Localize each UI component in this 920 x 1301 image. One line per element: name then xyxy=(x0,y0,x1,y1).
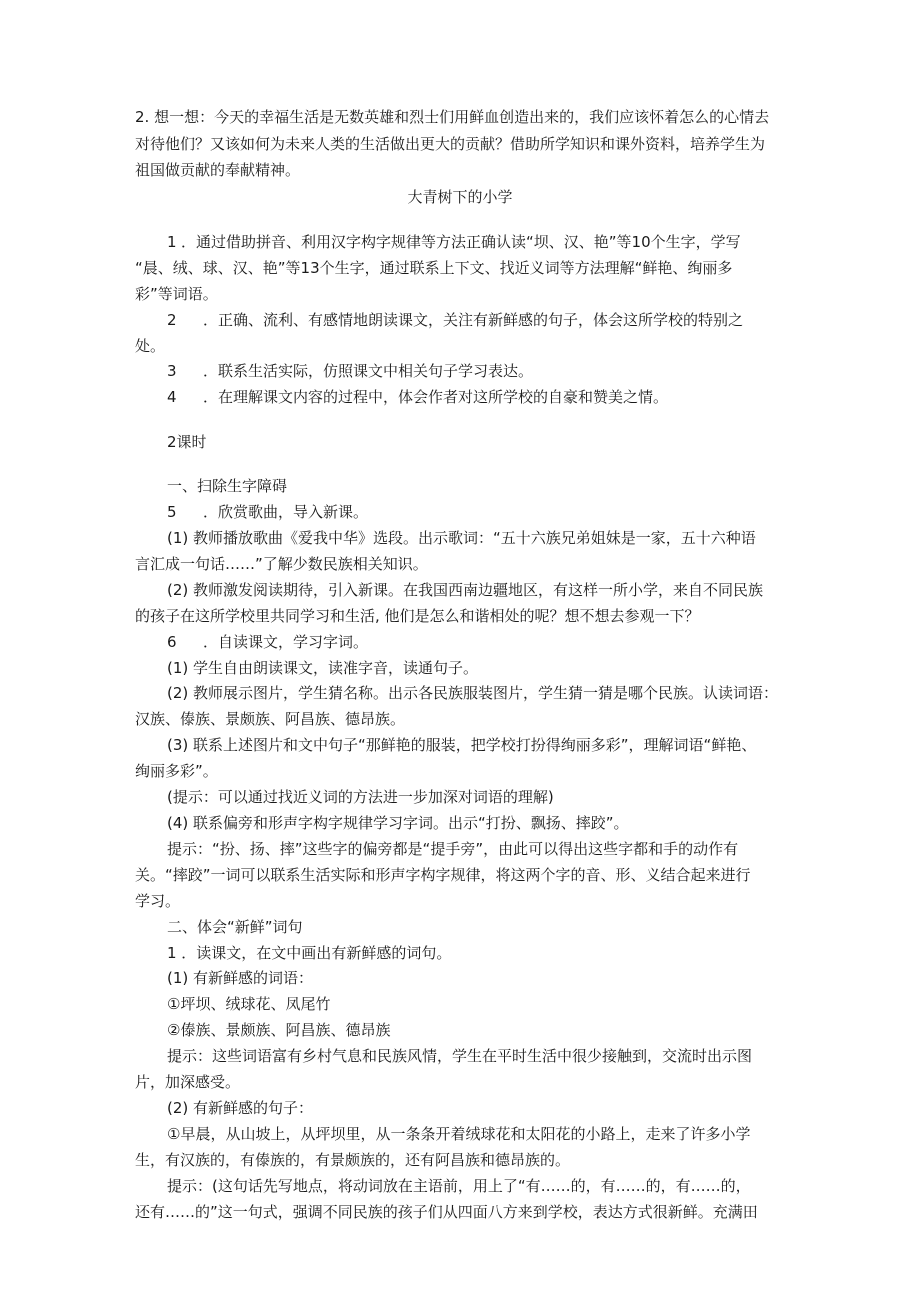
objective-4-text: ．在理解课文内容的过程中，体会作者对这所学校的自豪和赞美之情。 xyxy=(203,388,669,406)
read-item-2-line-2: 汉族、傣族、景颇族、阿昌族、德昂族。 xyxy=(135,710,406,728)
class-hours: 2课时 xyxy=(167,433,207,451)
step5-text: ．欣赏歌曲，导入新课。 xyxy=(203,503,369,521)
objective-2-number: 2 xyxy=(167,311,177,329)
objective-1-cont-2: 彩”等词语。 xyxy=(135,285,218,303)
hint-4-line-2: 还有……的”这一句式，强调不同民族的孩子们从四面八方来到学校，表达方式很新鲜。充满田 xyxy=(135,1203,758,1221)
step6-number: 6 xyxy=(167,633,177,651)
intro-line-3: 祖国做贡献的奉献精神。 xyxy=(135,161,301,179)
item-2-line-2: 的孩子在这所学校里共同学习和生活, 他们是怎么和谐相处的呢？想不想去参观一下？ xyxy=(135,607,700,625)
objective-3-text: ．联系生活实际，仿照课文中相关句子学习表达。 xyxy=(203,362,534,380)
objective-4-number: 4 xyxy=(167,388,177,406)
objective-1-text: ．通过借助拼音、利用汉字构字规律等方法正确认读“坝、汉、艳”等10个生字，学写 xyxy=(181,233,741,251)
objective-3-number: 3 xyxy=(167,362,177,380)
hint-3-line-1: 提示：这些词语富有乡村气息和民族风情，学生在平时生活中很少接触到，交流时出示图 xyxy=(167,1047,753,1065)
read-item-3-line-1: (3) 联系上述图片和文中句子“那鲜艳的服装，把学校打扮得绚丽多彩”，理解词语“鲜艳、 xyxy=(167,736,757,754)
read-item-3-line-2: 绚丽多彩”。 xyxy=(135,762,218,780)
lesson-title: 大青树下的小学 xyxy=(407,188,513,206)
part1-heading: 一、扫除生字障碍 xyxy=(167,477,288,495)
item-1-line-1: (1) 教师播放歌曲《爱我中华》选段。出示歌词：“五十六族兄弟姐妹是一家，五十六种语 xyxy=(167,529,756,547)
sentence-1-line-1: ①早晨，从山坡上，从坪坝里，从一条条开着绒球花和太阳花的小路上，走来了许多小学 xyxy=(167,1125,751,1143)
sentence-1-line-2: 生，有汉族的，有傣族的，有景颇族的，还有阿昌族和德昂族的。 xyxy=(135,1151,571,1169)
step6-text: ．自读课文，学习字词。 xyxy=(203,633,369,651)
part2-step-1: 1 ．读课文，在文中画出有新鲜感的词句。 xyxy=(167,944,452,962)
hint-2-line-3: 学习。 xyxy=(135,892,181,910)
step5-number: 5 xyxy=(167,503,177,521)
read-item-1: (1) 学生自由朗读课文，读准字音，读通句子。 xyxy=(167,659,479,677)
read-item-2-line-1: (2) 教师展示图片，学生猜名称。出示各民族服装图片，学生猜一猜是哪个民族。认读词语： xyxy=(167,684,779,702)
hint-3-line-2: 片，加深感受。 xyxy=(135,1073,241,1091)
objective-2-cont: 处。 xyxy=(135,337,166,355)
words-1: ①坪坝、绒球花、凤尾竹 xyxy=(167,995,331,1013)
item-1-line-2: 言汇成一句话……”了解少数民族相关知识。 xyxy=(135,555,428,573)
words-heading: (1) 有新鲜感的词语： xyxy=(167,969,314,987)
objective-2-text: ．正确、流利、有感情地朗读课文，关注有新鲜感的句子，体会这所学校的特别之 xyxy=(203,311,744,329)
hint-1: (提示：可以通过找近义词的方法进一步加深对词语的理解) xyxy=(167,788,554,806)
read-item-4: (4) 联系偏旁和形声字构字规律学习字词。出示“打扮、飘扬、摔跤”。 xyxy=(167,814,629,832)
part2-heading: 二、体会“新鲜”词句 xyxy=(167,918,303,936)
hint-4-line-1: 提示：(这句话先写地点，将动词放在主语前，用上了“有……的，有……的，有……的， xyxy=(167,1177,751,1195)
objective-1-number: 1 xyxy=(167,233,177,251)
hint-2-line-1: 提示：“扮、扬、摔”这些字的偏旁都是“提手旁”，由此可以得出这些字都和手的动作有 xyxy=(167,840,739,858)
sentences-heading: (2) 有新鲜感的句子： xyxy=(167,1099,314,1117)
hint-2-line-2: 关。“摔跤”一词可以联系生活实际和形声字构字规律，将这两个字的音、形、义结合起来进行 xyxy=(135,866,751,884)
words-2: ②傣族、景颇族、阿昌族、德昂族 xyxy=(167,1021,391,1039)
intro-line-1: 2. 想一想：今天的幸福生活是无数英雄和烈士们用鲜血创造出来的，我们应该怀着怎么的心情去 xyxy=(135,108,770,126)
intro-line-2: 对待他们？又该如何为未来人类的生活做出更大的贡献？借助所学知识和课外资料，培养学生为 xyxy=(135,135,766,153)
objective-1-cont-1: “晨、绒、球、汉、艳”等13个生字，通过联系上下文、找近义词等方法理解“鲜艳、绚丽多 xyxy=(135,259,733,277)
item-2-line-1: (2) 教师激发阅读期待，引入新课。在我国西南边疆地区，有这样一所小学，来自不同民族 xyxy=(167,581,764,599)
